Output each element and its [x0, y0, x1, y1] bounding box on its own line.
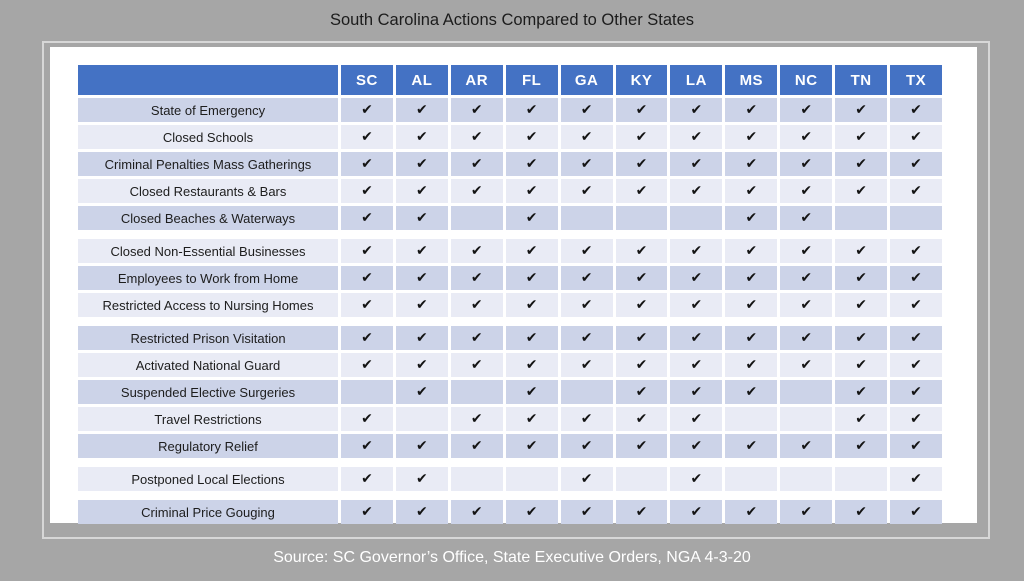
check-icon: ✔	[890, 239, 942, 263]
check-icon: ✔	[341, 500, 393, 524]
empty-cell	[451, 206, 503, 230]
check-icon: ✔	[616, 179, 668, 203]
check-icon: ✔	[890, 152, 942, 176]
table-row	[78, 467, 942, 491]
empty-cell	[616, 467, 668, 491]
check-icon: ✔	[670, 326, 722, 350]
check-icon: ✔	[451, 98, 503, 122]
check-icon: ✔	[506, 152, 558, 176]
check-icon: ✔	[725, 434, 777, 458]
header-cell-tx: TX	[890, 65, 942, 95]
check-icon: ✔	[396, 380, 448, 404]
table-row	[78, 293, 942, 317]
check-icon: ✔	[506, 125, 558, 149]
row-label: Closed Schools	[78, 125, 338, 149]
check-icon: ✔	[506, 206, 558, 230]
header-cell-ga: GA	[561, 65, 613, 95]
check-icon: ✔	[451, 239, 503, 263]
check-icon: ✔	[890, 467, 942, 491]
check-icon: ✔	[616, 239, 668, 263]
row-label: Restricted Access to Nursing Homes	[78, 293, 338, 317]
table-row	[78, 152, 942, 176]
table-row	[78, 326, 942, 350]
row-label: Criminal Price Gouging	[78, 500, 338, 524]
empty-cell	[835, 206, 887, 230]
row-label: Activated National Guard	[78, 353, 338, 377]
check-icon: ✔	[341, 239, 393, 263]
table-row	[78, 239, 942, 263]
check-icon: ✔	[670, 407, 722, 431]
check-icon: ✔	[670, 179, 722, 203]
check-icon: ✔	[561, 500, 613, 524]
check-icon: ✔	[725, 206, 777, 230]
check-icon: ✔	[341, 293, 393, 317]
check-icon: ✔	[616, 380, 668, 404]
empty-cell	[670, 206, 722, 230]
check-icon: ✔	[341, 98, 393, 122]
empty-cell	[780, 407, 832, 431]
check-icon: ✔	[561, 467, 613, 491]
check-icon: ✔	[780, 206, 832, 230]
check-icon: ✔	[506, 179, 558, 203]
check-icon: ✔	[670, 353, 722, 377]
check-icon: ✔	[670, 98, 722, 122]
empty-cell	[890, 206, 942, 230]
row-label: Regulatory Relief	[78, 434, 338, 458]
check-icon: ✔	[506, 266, 558, 290]
check-icon: ✔	[670, 434, 722, 458]
empty-cell	[725, 467, 777, 491]
check-icon: ✔	[616, 152, 668, 176]
check-icon: ✔	[341, 353, 393, 377]
header-cell-al: AL	[396, 65, 448, 95]
table-row	[78, 434, 942, 458]
comparison-table	[78, 65, 942, 524]
table-row	[78, 380, 942, 404]
check-icon: ✔	[451, 179, 503, 203]
table-row	[78, 98, 942, 122]
check-icon: ✔	[780, 125, 832, 149]
check-icon: ✔	[451, 125, 503, 149]
check-icon: ✔	[561, 293, 613, 317]
check-icon: ✔	[451, 326, 503, 350]
check-icon: ✔	[780, 266, 832, 290]
row-label: Closed Restaurants & Bars	[78, 179, 338, 203]
check-icon: ✔	[835, 152, 887, 176]
check-icon: ✔	[670, 293, 722, 317]
table-row	[78, 206, 942, 230]
check-icon: ✔	[725, 353, 777, 377]
check-icon: ✔	[506, 353, 558, 377]
empty-cell	[451, 380, 503, 404]
check-icon: ✔	[835, 500, 887, 524]
empty-cell	[780, 467, 832, 491]
check-icon: ✔	[725, 179, 777, 203]
check-icon: ✔	[341, 179, 393, 203]
check-icon: ✔	[341, 152, 393, 176]
check-icon: ✔	[561, 326, 613, 350]
check-icon: ✔	[725, 125, 777, 149]
check-icon: ✔	[725, 326, 777, 350]
check-icon: ✔	[616, 266, 668, 290]
check-icon: ✔	[780, 353, 832, 377]
row-label: Criminal Penalties Mass Gatherings	[78, 152, 338, 176]
check-icon: ✔	[725, 98, 777, 122]
check-icon: ✔	[835, 380, 887, 404]
check-icon: ✔	[396, 152, 448, 176]
row-label: Travel Restrictions	[78, 407, 338, 431]
table-row	[78, 266, 942, 290]
table-row	[78, 407, 942, 431]
content-panel	[50, 47, 977, 523]
header-cell-sc: SC	[341, 65, 393, 95]
check-icon: ✔	[341, 434, 393, 458]
check-icon: ✔	[835, 125, 887, 149]
table-row	[78, 353, 942, 377]
check-icon: ✔	[451, 353, 503, 377]
check-icon: ✔	[451, 266, 503, 290]
check-icon: ✔	[396, 266, 448, 290]
source-caption: Source: SC Governor’s Office, State Executive Orders, NGA 4-3-20	[273, 549, 751, 566]
check-icon: ✔	[616, 500, 668, 524]
header-cell-la: LA	[670, 65, 722, 95]
check-icon: ✔	[561, 179, 613, 203]
check-icon: ✔	[890, 380, 942, 404]
check-icon: ✔	[561, 152, 613, 176]
check-icon: ✔	[725, 293, 777, 317]
check-icon: ✔	[561, 434, 613, 458]
check-icon: ✔	[561, 125, 613, 149]
check-icon: ✔	[341, 326, 393, 350]
check-icon: ✔	[506, 239, 558, 263]
check-icon: ✔	[616, 326, 668, 350]
check-icon: ✔	[780, 239, 832, 263]
check-icon: ✔	[451, 152, 503, 176]
check-icon: ✔	[670, 125, 722, 149]
check-icon: ✔	[835, 353, 887, 377]
check-icon: ✔	[396, 293, 448, 317]
header-cell-ar: AR	[451, 65, 503, 95]
empty-cell	[561, 206, 613, 230]
check-icon: ✔	[506, 407, 558, 431]
check-icon: ✔	[725, 239, 777, 263]
check-icon: ✔	[506, 98, 558, 122]
check-icon: ✔	[890, 293, 942, 317]
check-icon: ✔	[780, 98, 832, 122]
check-icon: ✔	[835, 407, 887, 431]
check-icon: ✔	[506, 326, 558, 350]
row-label: Suspended Elective Surgeries	[78, 380, 338, 404]
check-icon: ✔	[341, 407, 393, 431]
check-icon: ✔	[780, 152, 832, 176]
check-icon: ✔	[890, 125, 942, 149]
header-cell-tn: TN	[835, 65, 887, 95]
check-icon: ✔	[396, 326, 448, 350]
check-icon: ✔	[670, 266, 722, 290]
header-cell-nc: NC	[780, 65, 832, 95]
check-icon: ✔	[890, 434, 942, 458]
check-icon: ✔	[506, 500, 558, 524]
empty-cell	[451, 467, 503, 491]
check-icon: ✔	[780, 293, 832, 317]
check-icon: ✔	[451, 293, 503, 317]
empty-cell	[396, 407, 448, 431]
check-icon: ✔	[506, 434, 558, 458]
check-icon: ✔	[890, 500, 942, 524]
check-icon: ✔	[561, 353, 613, 377]
row-label: Closed Beaches & Waterways	[78, 206, 338, 230]
check-icon: ✔	[780, 326, 832, 350]
check-icon: ✔	[341, 125, 393, 149]
page-title: South Carolina Actions Compared to Other States	[329, 11, 695, 29]
check-icon: ✔	[835, 239, 887, 263]
row-label: Postponed Local Elections	[78, 467, 338, 491]
check-icon: ✔	[451, 500, 503, 524]
row-label: Restricted Prison Visitation	[78, 326, 338, 350]
check-icon: ✔	[616, 353, 668, 377]
check-icon: ✔	[725, 152, 777, 176]
check-icon: ✔	[616, 407, 668, 431]
header-cell-fl: FL	[506, 65, 558, 95]
empty-cell	[561, 380, 613, 404]
check-icon: ✔	[396, 467, 448, 491]
check-icon: ✔	[451, 434, 503, 458]
check-icon: ✔	[396, 500, 448, 524]
check-icon: ✔	[396, 434, 448, 458]
check-icon: ✔	[670, 239, 722, 263]
empty-cell	[725, 407, 777, 431]
check-icon: ✔	[670, 467, 722, 491]
check-icon: ✔	[725, 500, 777, 524]
check-icon: ✔	[396, 179, 448, 203]
check-icon: ✔	[396, 239, 448, 263]
check-icon: ✔	[396, 353, 448, 377]
check-icon: ✔	[780, 434, 832, 458]
check-icon: ✔	[835, 98, 887, 122]
empty-cell	[780, 380, 832, 404]
empty-cell	[506, 467, 558, 491]
check-icon: ✔	[670, 500, 722, 524]
table-row	[78, 500, 942, 524]
check-icon: ✔	[835, 179, 887, 203]
check-icon: ✔	[890, 407, 942, 431]
check-icon: ✔	[725, 266, 777, 290]
check-icon: ✔	[670, 152, 722, 176]
check-icon: ✔	[561, 266, 613, 290]
row-label: State of Emergency	[78, 98, 338, 122]
check-icon: ✔	[396, 98, 448, 122]
empty-cell	[616, 206, 668, 230]
check-icon: ✔	[396, 206, 448, 230]
row-label: Closed Non-Essential Businesses	[78, 239, 338, 263]
check-icon: ✔	[341, 206, 393, 230]
check-icon: ✔	[561, 239, 613, 263]
check-icon: ✔	[890, 353, 942, 377]
check-icon: ✔	[890, 266, 942, 290]
table-header-row	[78, 65, 942, 95]
check-icon: ✔	[670, 380, 722, 404]
check-icon: ✔	[780, 179, 832, 203]
check-icon: ✔	[835, 293, 887, 317]
check-icon: ✔	[725, 380, 777, 404]
header-cell-ky: KY	[616, 65, 668, 95]
check-icon: ✔	[616, 434, 668, 458]
table-row	[78, 179, 942, 203]
check-icon: ✔	[616, 98, 668, 122]
empty-cell	[341, 380, 393, 404]
check-icon: ✔	[451, 407, 503, 431]
check-icon: ✔	[616, 125, 668, 149]
header-cell-actions	[78, 65, 338, 95]
check-icon: ✔	[341, 467, 393, 491]
check-icon: ✔	[780, 500, 832, 524]
check-icon: ✔	[561, 407, 613, 431]
table-body	[78, 98, 942, 524]
check-icon: ✔	[890, 326, 942, 350]
empty-cell	[835, 467, 887, 491]
check-icon: ✔	[835, 266, 887, 290]
check-icon: ✔	[561, 98, 613, 122]
check-icon: ✔	[835, 434, 887, 458]
check-icon: ✔	[835, 326, 887, 350]
row-label: Employees to Work from Home	[78, 266, 338, 290]
check-icon: ✔	[890, 179, 942, 203]
header-cell-ms: MS	[725, 65, 777, 95]
check-icon: ✔	[616, 293, 668, 317]
check-icon: ✔	[506, 380, 558, 404]
check-icon: ✔	[396, 125, 448, 149]
check-icon: ✔	[341, 266, 393, 290]
table-row	[78, 125, 942, 149]
check-icon: ✔	[506, 293, 558, 317]
check-icon: ✔	[890, 98, 942, 122]
